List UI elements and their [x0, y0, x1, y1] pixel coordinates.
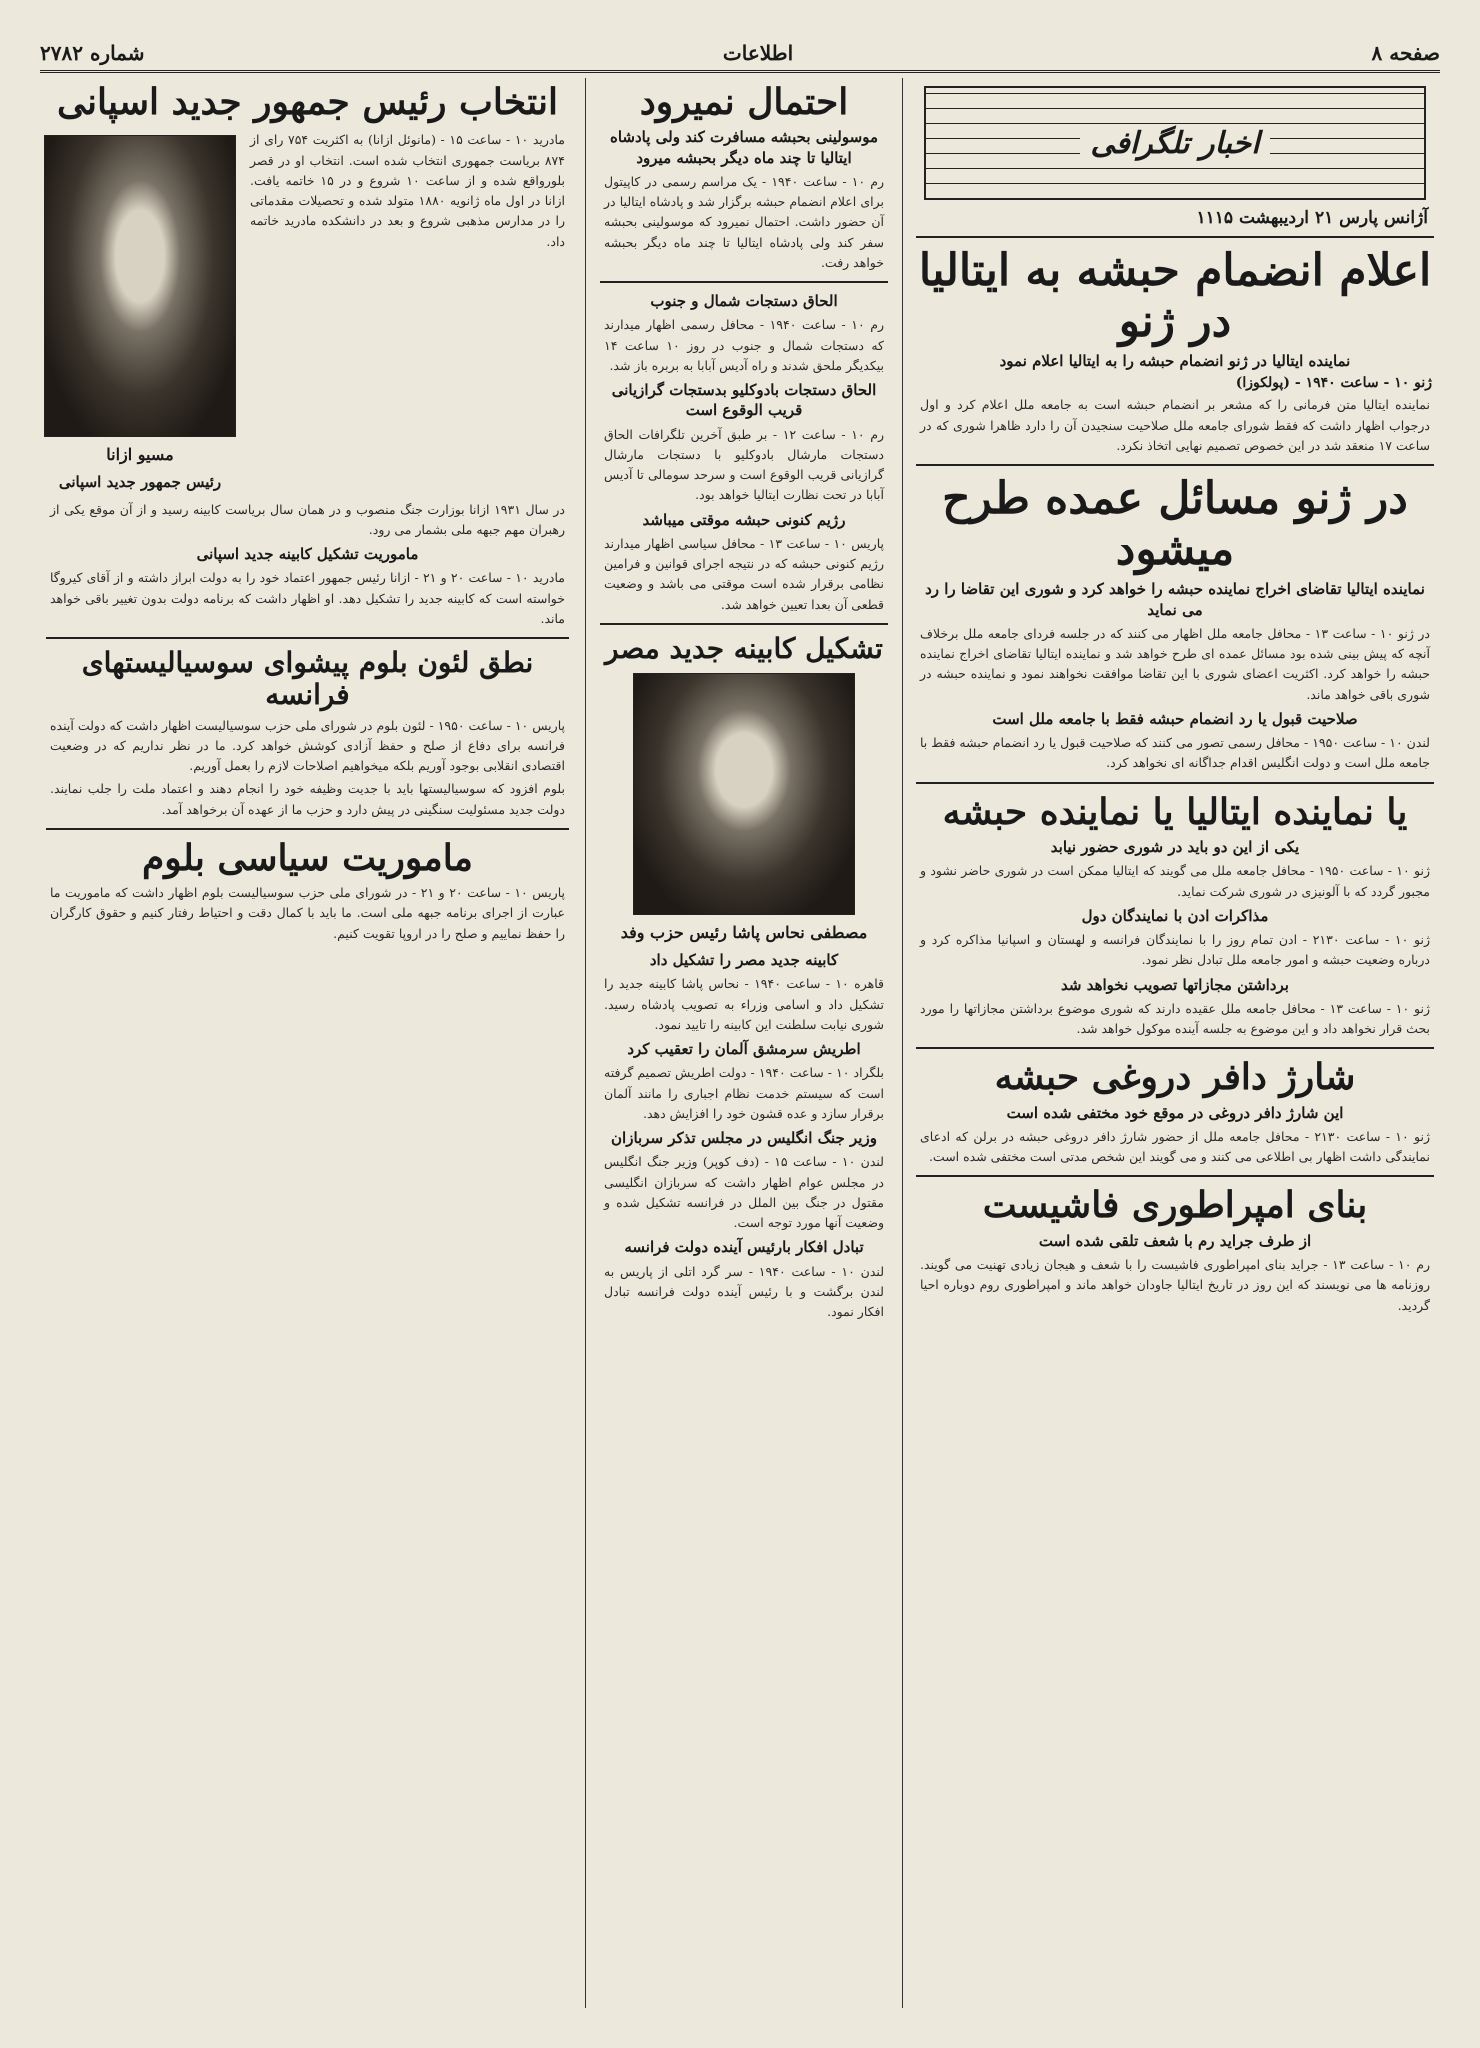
article-body: ژنو ۱۰ - ساعت ۲۱۳۰ - ادن تمام روز را با نمایندگان فرانسه و لهستان و اسپانیا مذاکره کرد و درباره وضعیت حبشه و امور جامعه ملل تبادل نظر نمود. [920, 932, 1430, 968]
headline-france-talks: تبادل افکار بارئیس آینده دولت فرانسه [624, 1238, 864, 1257]
headline-temporary-regime: رژیم کنونی حبشه موقتی میباشد [642, 510, 846, 529]
subheadline: برداشتن مجازاتها تصویب نخواهد شد [1061, 975, 1289, 994]
headline-ethiopia-annexation: اعلام انضمام حبشه به ایتالیا در ژنو [918, 245, 1432, 347]
article-body: بلگراد ۱۰ - ساعت ۱۹۴۰ - دولت اطریش تصمیم گرفته است که سیستم خدمت نظام اجباری را مانند آلمان برقرار سازد و عده قشون خود را افزایش دهد. [604, 1065, 884, 1121]
article-body: در ژنو ۱۰ - ساعت ۱۳ - محافل جامعه ملل اظهار می کنند که در جلسه فردای جامعه ملل برخلاف آنچه که پیش بینی شده بود مسائل عمده ای طرح خواهد شد و نماینده ایتالیا تقاضای اخراج نماینده حبشه را خواهد کرد. اکثریت اعضای شوری با این تقاضا موافقت نخواهند نمود و نماینده حبشه در شوری باقی خواهد ماند. [920, 625, 1430, 702]
photo-wrap [40, 127, 240, 496]
divider [600, 281, 888, 283]
headline-war-minister: وزیر جنگ انگلیس در مجلس تذکر سربازان [611, 1129, 877, 1148]
center-column [594, 78, 894, 2008]
article-body: لندن ۱۰ - ساعت ۱۹۴۰ - سر گرد اتلی از پاریس به لندن برگشت و با رئیس آینده دولت فرانسه تبادل افکار نمود. [604, 1263, 884, 1320]
photo-caption: مسیو ازانا [106, 445, 174, 465]
headline-blum-speech: نطق لئون بلوم پیشوای سوسیالیستهای فرانسه [81, 646, 534, 712]
article-body: رم ۱۰ - ساعت ۱۳ - جراید بنای امپراطوری فاشیست را با شعف و هیجان زیادی تهنیت می گویند. روزنامه ها می نویسند که این روز در تاریخ ایتالیا جاودان خواهد ماند و امپراطوری روم دوباره احیا گردید. [920, 1257, 1430, 1313]
article-body: لندن ۱۰ - ساعت ۱۵ - (دف کوپر) وزیر جنگ انگلیس در مجلس عوام اظهار داشت که سربازان انگلیسی مقتول در جنگ بین الملل در فرانسه تشکیل شده و وضعیت آنها مورد توجه است. [604, 1154, 884, 1231]
headline-unlikely: احتمال نمیرود [639, 81, 849, 123]
article-text-wrap [240, 127, 575, 496]
photo-caption: مصطفی نحاس پاشا رئیس حزب وفد [620, 923, 868, 943]
article-body: لندن ۱۰ - ساعت ۱۹۵۰ - محافل رسمی تصور می کنند که صلاحیت قبول یا رد انضمام حبشه فقط با جامعه ملل است و دولت انگلیس اقدام جداگانه ای نخواهد کرد. [920, 735, 1430, 771]
divider [916, 1047, 1434, 1049]
agency-line: آژانس پارس ۲۱ اردیبهشت ۱۱۱۵ [1196, 208, 1428, 228]
article-body: پاریس ۱۰ - ساعت ۲۰ و ۲۱ - در شورای ملی حزب سوسیالیست بلوم اظهار داشت که ماموریت ما عبارت از اجرای برنامه جبهه ملی است. ما باید با کمال دقت و احتیاط رفتار کنیم و حقوق کارگران را حفظ نماییم و صلح را در اروپا تقویت کنیم. [50, 885, 566, 941]
headline-spain-president: انتخاب رئیس جمهور جدید اسپانی [56, 81, 558, 123]
newspaper-name: اطلاعات [722, 41, 794, 65]
article-body: ژنو ۱۰ - ساعت ۱۳ - محافل جامعه ملل عقیده دارند که شوری موضوع برداشتن مجازاتها را مورد بحث قرار نخواهد داد و این موضوع به جلسه آینده موکول خواهد شد. [920, 1000, 1430, 1037]
article-body: رم ۱۰ - ساعت ۱۹۴۰ - محافل رسمی اظهار میدارند که دستجات شمال و جنوب در روز ۱۰ ساعت ۱۴ بیکدیگر ملحق شدند و راه آدیس آبابا به بربره باز شد. [604, 317, 884, 373]
divider [916, 1175, 1434, 1177]
masthead-title: اخبار تلگرافی [1080, 124, 1269, 163]
left-column [40, 78, 575, 2008]
headline-spain-cabinet: ماموریت تشکیل کابینه جدید اسپانی [196, 545, 419, 564]
photo-caption-sub: رئیس جمهور جدید اسپانی [58, 473, 222, 492]
subheadline: نماینده ایتالیا تقاضای اخراج نماینده حبشه را خواهد کرد و شوری این تقاضا را رد می نماید [925, 580, 1425, 619]
dateline: ژنو ۱۰ - ساعت ۱۹۴۰ - (پولکوزا) [1235, 375, 1432, 392]
divider [46, 637, 569, 639]
subheadline: نماینده ایتالیا در ژنو انضمام حبشه را به ایتالیا اعلام نمود [999, 352, 1351, 371]
article-body: در سال ۱۹۳۱ ازانا بوزارت جنگ منصوب و در همان سال بریاست کابینه رسید و از آن موقع یکی از رهبران مهم جبهه ملی بشمار می رود. [50, 501, 566, 537]
divider [916, 464, 1434, 466]
article-body: مادرید ۱۰ - ساعت ۲۰ و ۲۱ - ازانا رئیس جمهور اعتماد خود را به دولت ابراز داشته و از آقای کیروگا خواسته است که کابینه جدید را تشکیل دهد. او اظهار داشت که برنامه دولت بدون تغییر باقی خواهد ماند. [50, 570, 565, 626]
subheadline: صلاحیت قبول یا رد انضمام حبشه فقط با جامعه ملل است [992, 709, 1358, 728]
subheadline: یکی از این دو باید در شوری حضور نیابد [1050, 838, 1300, 857]
headline-italy-or-ethiopia: یا نماینده ایتالیا یا نماینده حبشه [942, 790, 1408, 833]
headline-badoglio-graziani: الحاق دستجات بادوکلیو بدستجات گرازیانی قریب الوقوع است [611, 381, 877, 420]
headline-north-south: الحاق دستجات شمال و جنوب [650, 292, 838, 311]
article-body: قاهره ۱۰ - ساعت ۱۹۴۰ - نحاس پاشا کابینه جدید را تشکیل داد و اسامی وزراء به تصویب پادشاه رسید. شوری نیابت سلطنت این کابینه را تایید نمود. [604, 976, 884, 1032]
subheadline: موسولینی بحبشه مسافرت کند ولی پادشاه ایتالیا تا چند ماه دیگر بحبشه میرود [610, 128, 878, 167]
portrait-photo [633, 673, 855, 915]
headline-geneva-issues: در ژنو مسائل عمده طرح میشود [942, 473, 1408, 575]
divider [916, 236, 1434, 238]
article-body: نماینده ایتالیا متن فرمانی را که مشعر بر انضمام حبشه است به جامعه ملل اعلام کرد و اول درجواب اظهار داشت که فقط شورای جامعه ملل صلاحیت سنجیدن آن را دارد ظاهرا شوری که در ساعت ۱۷ منعقد شد در این خصوص تصمیم نهایی اتخاذ نکرد. [920, 397, 1430, 453]
page-header [40, 36, 1440, 73]
headline-fascist-empire: بنای امپراطوری فاشیست [982, 1184, 1368, 1227]
article-body: پاریس ۱۰ - ساعت ۱۳ - محافل سیاسی اظهار میدارند رژیم کنونی حبشه که در نتیجه اجرای قوانین و فرامین نظامی برقرار شده است موقتی می باشد و وضعیت قطعی آن بعدا تعیین خواهد شد. [604, 535, 884, 612]
article-body: رم ۱۰ - ساعت ۱۹۴۰ - یک مراسم رسمی در کاپیتول برای اعلام انضمام حبشه برگزار شد و پادشاه ایتالیا در آن حضور داشت. احتمال نمیرود که موسولینی بحبشه سفر کند ولی پادشاه ایتالیا تا چند ماه دیگر بحبشه خواهد رفت. [604, 173, 885, 270]
photo-caption-sub: کابینه جدید مصر را تشکیل داد [649, 951, 839, 970]
issue-number: شماره ۲۷۸۲ [40, 41, 145, 65]
article-body: مادرید ۱۰ - ساعت ۱۵ - (مانوئل ازانا) به اکثریت ۷۵۴ رای از ۸۷۴ بریاست جمهوری انتخاب شده است. انتخاب او در قصر بلورواقع شده و از ساعت ۱۰ شروع و در ۱۵ خاتمه یافت. ازانا در اول ماه ژانویه ۱۸۸۰ متولد شده و تحصیلات مقدماتی را در مدارس مذهبی شروع و بعد در دانشکده مادرید خاتمه داد. [250, 132, 566, 249]
divider [916, 782, 1434, 784]
column-rule [902, 78, 903, 2008]
right-column [910, 78, 1440, 2008]
divider [46, 828, 569, 830]
subheadline: مذاکرات ادن با نمایندگان دول [1081, 906, 1269, 925]
article-body: رم ۱۰ - ساعت ۱۲ - بر طبق آخرین تلگرافات الحاق دستجات مارشال بادوکلیو با دستجات مارشال گرازیانی قریب الوقوع است و سرحد سومالی تا آدیس آبابا در تحت نظارت ایتالیا خواهد بود. [604, 426, 884, 503]
subheadline: این شارژ دافر دروغی در موقع خود مختفی شده است [1006, 1103, 1344, 1122]
headline-blum-mission: ماموریت سیاسی بلوم [142, 836, 473, 879]
headline-austria: اطریش سرمشق آلمان را تعقیب کرد [627, 1040, 861, 1059]
article-body: پاریس ۱۰ - ساعت ۱۹۵۰ - لئون بلوم در شورای ملی حزب سوسیالیست اظهار داشت که دولت آینده فرانسه برای دفاع از صلح و حفظ آزادی کوشش خواهد کرد. ما در نظر نداریم که در وضعیت اقتصادی انقلابی بوجود آوریم بلکه میخواهیم اصلاحات لازم را بعمل آوریم. [50, 717, 565, 774]
photo-block [40, 127, 575, 496]
article-body: ژنو ۱۰ - ساعت ۲۱۳۰ - محافل جامعه ملل از حضور شارژ دافر دروغی حبشه در برلن که ادعای نمایندگی داشت اظهار بی اطلاعی می کنند و می گویند این شخص مدتی است مختفی شده است. [920, 1128, 1430, 1165]
page-number: صفحه ۸ [1371, 41, 1440, 65]
article-body: ژنو ۱۰ - ساعت ۱۹۵۰ - محافل جامعه ملل می گویند که ایتالیا ممکن است در شوری حاضر نشود و مجبور گردد که با آلونیزی در شوری شرکت نماید. [920, 863, 1430, 899]
portrait-photo [44, 135, 236, 437]
column-rule [585, 78, 586, 2008]
subheadline: از طرف جراید رم با شعف تلقی شده است [1038, 1231, 1312, 1250]
article-body: بلوم افزود که سوسیالیستها باید با جدیت وظیفه خود را انجام دهند و اعتماد ملت را جلب نمایند. دولت جدید مسئولیت سنگینی در پیش دارد و حزب ما از عهده آن برخواهد آمد. [50, 781, 565, 817]
headline-fake-charge: شارژ دافر دروغی حبشه [994, 1056, 1356, 1099]
divider [600, 623, 888, 625]
masthead-graphic [924, 86, 1426, 200]
headline-egypt-cabinet: تشکیل کابینه جدید مصر [605, 631, 883, 665]
